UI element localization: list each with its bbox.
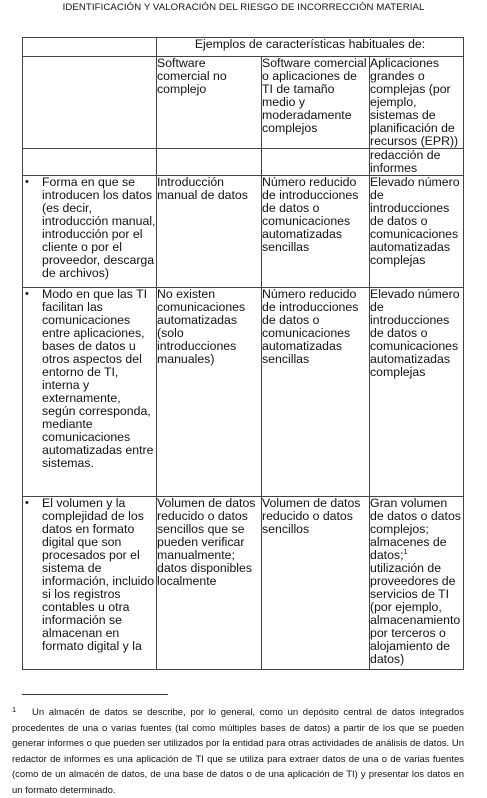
table-cell: No existen comunicaciones automatizadas (solo introducciones manuales): [157, 288, 262, 497]
table-row: [23, 288, 464, 497]
table-row: [23, 497, 464, 670]
bullet-icon: •: [25, 288, 29, 300]
row-characteristic-cell: [23, 176, 157, 288]
column-header-3-continued: redacción de informes: [370, 149, 464, 176]
footnote-divider: [22, 694, 168, 695]
table-cell: [370, 497, 464, 670]
table-cell: Volumen de datos reducido o datos sencillos que se pueden verificar manualmente; datos disponibles localmente: [157, 497, 262, 670]
table-header-row-columns: [23, 57, 464, 149]
row-characteristic: El volumen y la complejidad de los datos en formato digital que son procesados por el sistema de información, incluido si los registros contables u otra información se almacenan en formato digital y la: [42, 496, 155, 653]
empty-corner-cell: [23, 38, 157, 57]
table-header-row-extra: [23, 149, 464, 176]
table-cell: Volumen de datos reducido o datos sencillos: [262, 497, 370, 670]
table-cell-text: Gran volumen de datos o datos complejos; almacenes de datos;: [370, 496, 461, 562]
footnote-number: 1: [12, 705, 17, 714]
empty-extra-cell: [262, 149, 370, 176]
table-row: [23, 176, 464, 288]
row-characteristic: Modo en que las TI facilitan las comunicaciones entre aplicaciones, bases de datos u otros aspectos del entorno de TI, interna y externamente, según corresponda, mediante comunicaciones automatizadas entre sistemas.: [42, 287, 154, 470]
empty-header-cell: [23, 57, 157, 149]
footnote-reference[interactable]: 1: [403, 546, 408, 556]
span-header: Ejemplos de características habituales de:: [157, 38, 464, 57]
column-header-2: Software comercial o aplicaciones de TI de tamaño medio y moderadamente complejos: [262, 57, 370, 149]
empty-extra-cell: [157, 149, 262, 176]
table-cell: Elevado número de introducciones de datos o comunicaciones automatizadas complejas: [370, 176, 464, 288]
row-characteristic: Forma en que se introducen los datos (es decir, introducción manual, introducción por el cliente o por el proveedor, descarga de archivos): [42, 175, 156, 280]
footnote-text: Un almacén de datos se describe, por lo general, como un depósito central de datos integrados procedentes de una o varias fuentes (tal como múltiples bases de datos) a partir de los que se pueden generar informes o que pueden ser utilizados por la entidad para otras actividades de análisis de datos. Un redactor de informes es una aplicación de TI que se utiliza para extraer datos de una o de varias fuentes (como de un almacén de datos, de una base de datos o de una aplicación de TI) y presentar los datos en un formato determinado.: [12, 707, 464, 796]
footnote: [12, 702, 464, 798]
table-cell: Introducción manual de datos: [157, 176, 262, 288]
column-header-1: Software comercial no complejo: [157, 57, 262, 149]
it-characteristics-table: [22, 37, 464, 670]
table-cell-text-continued: utilización de proveedores de servicios de TI (por ejemplo, almacenamiento por terceros o alojamiento de datos): [370, 561, 461, 666]
page-header: IDENTIFICACIÓN Y VALORACIÓN DEL RIESGO DE INCORRECCIÓN MATERIAL: [62, 2, 425, 13]
table-header-row-span: [23, 38, 464, 57]
row-characteristic-cell: [23, 497, 157, 670]
table-cell: Número reducido de introducciones de datos o comunicaciones automatizadas sencillas: [262, 176, 370, 288]
row-characteristic-cell: [23, 288, 157, 497]
column-header-3: Aplicaciones grandes o complejas (por ejemplo, sistemas de planificación de recursos (EPR)): [370, 57, 464, 149]
table-cell: Elevado número de introducciones de datos o comunicaciones automatizadas complejas: [370, 288, 464, 497]
empty-extra-cell: [23, 149, 157, 176]
bullet-icon: •: [25, 497, 29, 509]
table-cell: Número reducido de introducciones de datos o comunicaciones automatizadas sencillas: [262, 288, 370, 497]
bullet-icon: •: [25, 176, 29, 188]
